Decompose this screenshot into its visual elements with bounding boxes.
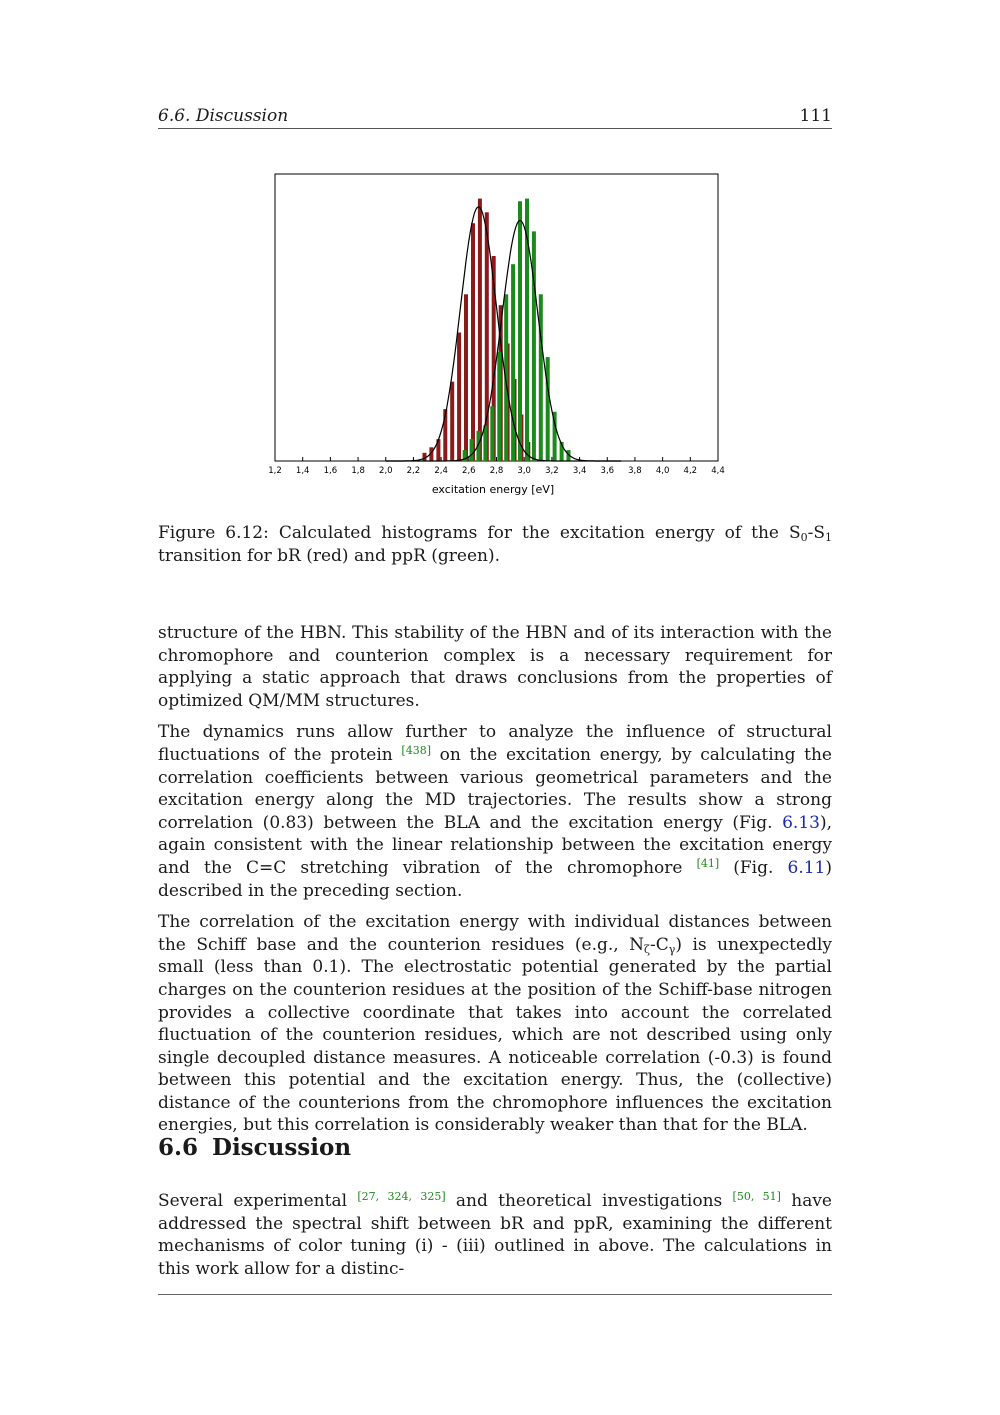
x-axis-label: excitation energy [eV] [431, 483, 555, 496]
x-tick-label: 2,8 [489, 466, 504, 476]
ppR-bar [470, 439, 474, 461]
x-tick-label: 1,2 [268, 466, 282, 476]
running-header [158, 104, 832, 129]
x-tick-label: 4,0 [655, 466, 670, 476]
bR-bar [478, 199, 482, 461]
bR-bar [457, 333, 461, 462]
x-tick-label: 3,0 [517, 466, 531, 476]
section-number: 6.6 [158, 1134, 199, 1161]
x-tick-label: 2,4 [434, 466, 448, 476]
ppR-bar [483, 426, 487, 462]
paragraph: The dynamics runs allow further to analyze the influence of structural fluctuations of the protein [438] on the excitation energy, by calculating the correlation coefficients between various geometrical parameters and the excitation energy along the MD trajectories. The results show a strong correlation (0.83) between the BLA and the excitation energy (Fig. 6.13), again consistent with the linear relationship between the excitation energy and the C=C stretching vibration of the chromophore [41] (Fig. 6.11) described in the preceding section. [158, 722, 832, 901]
x-tick-label: 3,6 [600, 466, 615, 476]
ppR-bar [518, 201, 522, 461]
histogram-chart [260, 165, 740, 505]
histogram-figure [260, 165, 740, 505]
x-tick-label: 4,4 [711, 466, 725, 476]
body-text [158, 622, 832, 1146]
ppR-bar [511, 264, 515, 461]
citation-link[interactable]: [50, 51] [732, 1190, 781, 1203]
x-tick-label: 3,8 [628, 466, 642, 476]
bR-fit-curve [386, 207, 621, 461]
bR-bar [450, 382, 454, 461]
section-title: Discussion [212, 1134, 352, 1161]
ppR-bar [497, 352, 501, 461]
paragraph: The correlation of the excitation energy with individual distances between the Schiff base and the counterion residues (e.g., $N_\zeta-C_\gamma$) is unexpectedly small (less than 0.1). The electrostatic potential generated by the partial charges on the counterion residues at the position of the Schiff-base nitrogen provides a collective coordinate that takes into account the correlated fluctuation of the counterion residues, which are not described using only single decoupled distance measures. A noticeable correlation (-0.3) is found between this potential and the excitation energy. Thus, the (collective) distance of the counterions from the chromophore influences the excitation energies, but this correlation is considerably weaker than that for the BLA. [158, 912, 832, 1136]
ppR-bar [539, 294, 543, 461]
x-tick-label: 4,2 [683, 466, 698, 476]
x-tick-label: 1,4 [295, 466, 310, 476]
section-heading [158, 1134, 832, 1161]
page-number: 111 [799, 106, 832, 126]
figure-ref-link[interactable]: 6.11 [787, 857, 826, 878]
x-tick-label: 2,6 [462, 466, 476, 476]
paragraph: structure of the HBN. This stability of the HBN and of its interaction with the chromophore and counterion complex is a necessary requirement for applying a static approach that draws conclusions from the properties of optimized QM/MM structures. [158, 623, 832, 711]
bR-bar [464, 294, 468, 461]
ppR-bar [532, 231, 536, 461]
x-tick-label: 2,0 [379, 466, 393, 476]
x-tick-label: 1,8 [351, 466, 365, 476]
plot-frame [275, 174, 718, 461]
citation-link[interactable]: [41] [696, 856, 720, 870]
paragraph: Several experimental [27, 324, 325] and theoretical investigations [50, 51] have addressed the spectral shift between bR and ppR, examining the different mechanisms of color tuning (i) - (iii) outlined in above. The calculations in this work allow for a distinc- [158, 1190, 832, 1279]
header-section: 6.6. Discussion [158, 106, 289, 126]
x-tick-label: 3,4 [572, 466, 587, 476]
figure-caption: Figure 6.12: Calculated histograms for the excitation energy of the $S_0-S_1$ transition for bR (red) and ppR (green). [158, 523, 832, 566]
ppR-bar [546, 357, 550, 461]
x-tick-label: 2,2 [406, 466, 421, 476]
citation-link[interactable]: [27, 324, 325] [357, 1190, 446, 1203]
x-tick-label: 3,2 [545, 466, 559, 476]
footer-rule [158, 1294, 832, 1295]
figure-ref-link[interactable]: 6.13 [782, 812, 820, 833]
ppR-bar [490, 406, 494, 461]
x-tick-label: 1,6 [323, 466, 338, 476]
ppR-fit-curve [386, 221, 621, 462]
bR-bar [471, 223, 475, 461]
body-text-discussion [158, 1190, 832, 1280]
citation-link[interactable]: [438] [401, 743, 431, 757]
